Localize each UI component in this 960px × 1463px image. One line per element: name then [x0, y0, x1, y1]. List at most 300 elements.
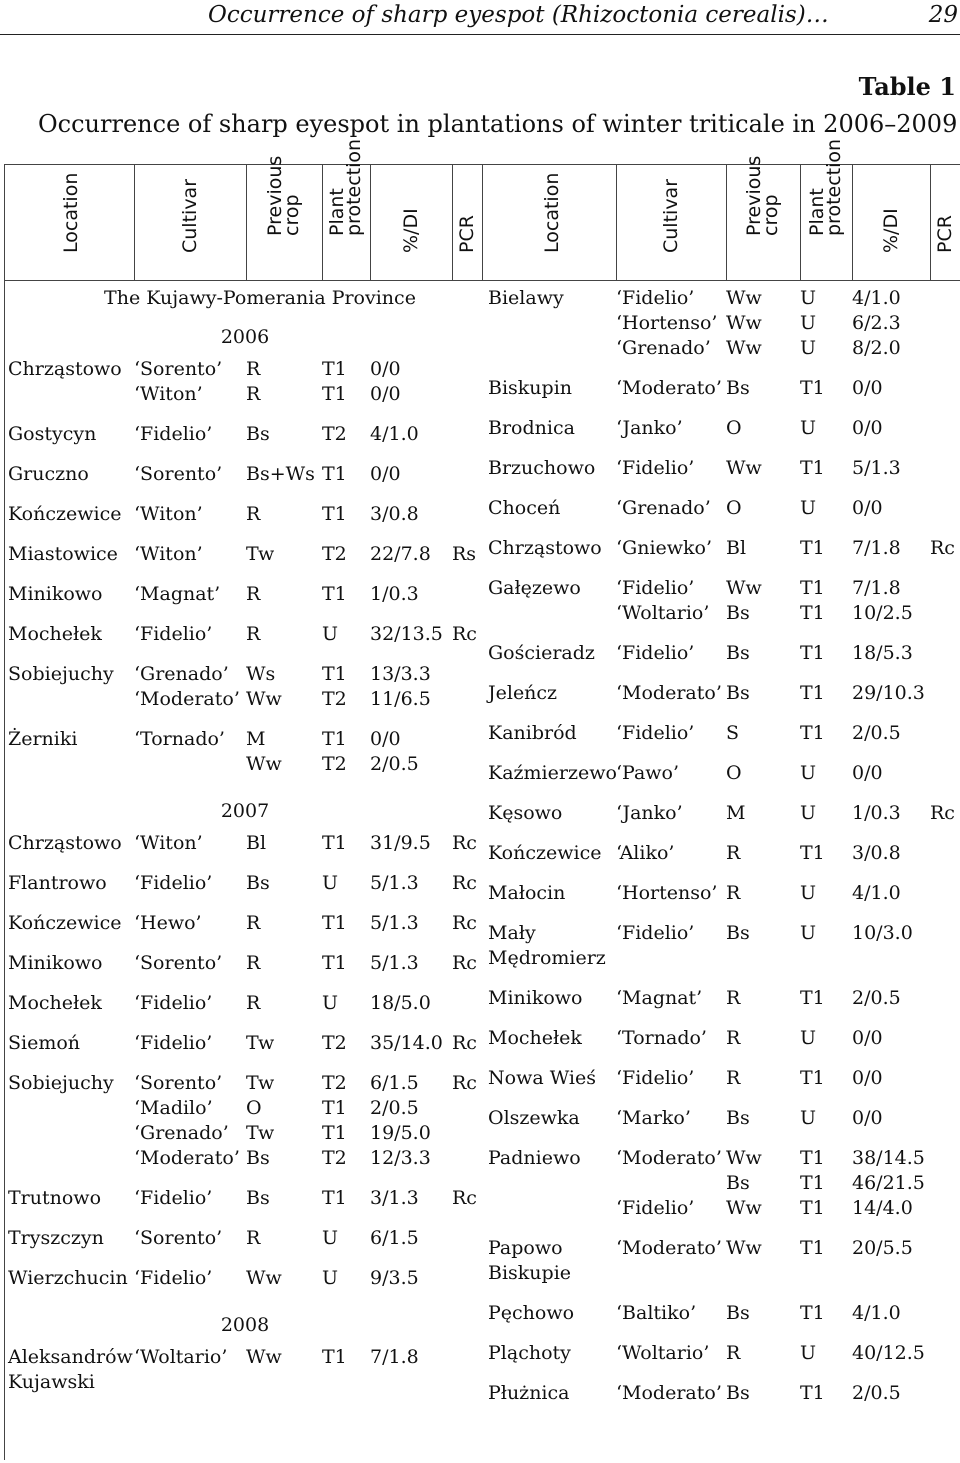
location-cell — [8, 357, 134, 382]
location-cell — [488, 986, 616, 1011]
cell-line: ‘Sorento’ — [134, 358, 223, 380]
cultivar-cell — [134, 462, 246, 487]
cell-line: Ww — [726, 457, 762, 479]
table-row — [488, 1026, 960, 1051]
cell-line: Bs — [726, 1382, 750, 1404]
cell-line: Papowo — [488, 1237, 563, 1259]
cell-line: T2 — [322, 543, 347, 565]
cell-line: Gałęzewo — [488, 577, 581, 599]
cell-line: U — [800, 882, 817, 904]
cell-line — [930, 881, 960, 906]
cell-line: Kaźmierzewo — [488, 762, 617, 784]
cell-line: ‘Sorento’ — [134, 1072, 223, 1094]
pcr-cell — [930, 641, 960, 666]
cell-line: R — [726, 1342, 741, 1364]
cell-line: Bs — [246, 423, 270, 445]
row-spacer — [488, 361, 960, 376]
cell-line: 6/1.5 — [370, 1227, 419, 1249]
cell-line: Bs — [726, 642, 750, 664]
cultivar-cell — [616, 286, 726, 361]
cell-line: 0/0 — [370, 358, 401, 380]
cell-line: 18/5.3 — [852, 642, 913, 664]
column-header-label: Previous crop — [743, 155, 782, 236]
previous-crop-cell — [246, 1345, 322, 1370]
row-spacer — [488, 826, 960, 841]
location-cell — [488, 1381, 616, 1406]
cell-line — [930, 1106, 960, 1131]
table-row — [488, 576, 960, 626]
cell-line: R — [726, 842, 741, 864]
column-header-label: Plant protection — [806, 138, 845, 236]
pcr-cell — [930, 721, 960, 746]
table-row — [488, 881, 960, 906]
cell-line: 20/5.5 — [852, 1237, 913, 1259]
header-column-rule — [616, 164, 617, 280]
location-cell — [8, 1186, 134, 1211]
cultivar-cell — [616, 496, 726, 521]
cell-line: Tw — [246, 1072, 275, 1094]
row-spacer — [488, 1221, 960, 1236]
cell-line: Ws — [246, 663, 276, 685]
cell-line: Bs — [246, 1147, 270, 1169]
cell-line — [452, 662, 482, 687]
cell-line: 7/1.8 — [852, 537, 901, 559]
left-header-plant-protection — [322, 138, 370, 276]
location-cell — [488, 681, 616, 706]
table-row — [488, 986, 960, 1011]
column-header-label: %/DI — [399, 208, 422, 253]
cell-line: T1 — [322, 463, 347, 485]
cell-line: R — [246, 623, 261, 645]
location-cell — [8, 1071, 134, 1096]
plant-protection-cell — [322, 1345, 370, 1370]
previous-crop-cell — [726, 761, 800, 786]
cell-line: Kanibród — [488, 722, 577, 744]
cell-line: ‘Aliko’ — [616, 842, 675, 864]
cell-line: R — [726, 987, 741, 1009]
cell-line: ‘Sorento’ — [134, 1227, 223, 1249]
cultivar-cell — [134, 357, 246, 407]
cell-line: ‘Fidelio’ — [616, 287, 695, 309]
cultivar-cell — [616, 576, 726, 626]
cell-line: T1 — [800, 642, 825, 664]
cell-line — [930, 1341, 960, 1366]
right-header-plant-protection — [800, 138, 852, 276]
row-spacer — [488, 441, 960, 456]
table-row — [488, 721, 960, 746]
location-cell — [488, 1066, 616, 1091]
table-row — [8, 622, 482, 647]
cell-line: ‘Magnat’ — [616, 987, 703, 1009]
pcr-cell — [452, 357, 482, 382]
cell-line: ‘Moderato’ — [616, 1147, 722, 1169]
cell-line: O — [246, 1097, 262, 1119]
location-cell — [8, 871, 134, 896]
cell-line: U — [322, 623, 339, 645]
cell-line — [452, 357, 482, 382]
cell-line: 0/0 — [852, 762, 883, 784]
year-section-heading: 2008 — [220, 1314, 270, 1336]
cell-line: U — [800, 497, 817, 519]
cell-line: ‘Hortenso’ — [616, 312, 718, 334]
cell-line: Ww — [726, 577, 762, 599]
cell-line: Pląchoty — [488, 1342, 571, 1364]
di-cell — [370, 462, 452, 487]
row-spacer — [8, 976, 482, 991]
cell-line: Ww — [246, 1267, 282, 1289]
di-cell — [370, 951, 452, 976]
location-cell — [8, 911, 134, 936]
pcr-cell — [930, 681, 960, 706]
column-header-label: Location — [540, 172, 563, 253]
cell-line: Wierzchucin — [8, 1267, 128, 1289]
plant-protection-cell — [800, 576, 852, 626]
cell-line: Mędromierz — [488, 947, 606, 969]
di-cell — [852, 1301, 930, 1326]
cell-line: 5/1.3 — [852, 457, 901, 479]
previous-crop-cell — [246, 542, 322, 567]
cell-line: Padniewo — [488, 1147, 581, 1169]
plant-protection-cell — [322, 582, 370, 607]
previous-crop-cell — [726, 1236, 800, 1261]
di-cell — [370, 502, 452, 527]
plant-protection-cell — [322, 951, 370, 976]
year-section-heading: 2006 — [220, 326, 270, 348]
pcr-cell — [930, 1341, 960, 1366]
previous-crop-cell — [726, 496, 800, 521]
location-cell — [8, 1345, 134, 1395]
location-cell — [488, 841, 616, 866]
cultivar-cell — [134, 991, 246, 1016]
di-cell — [370, 991, 452, 1016]
cell-line: Ww — [246, 753, 282, 775]
table-row — [8, 662, 482, 712]
table-title: Occurrence of sharp eyespot in plantations of winter triticale in 2006–2009 — [38, 110, 958, 138]
cell-line: ‘Witon’ — [134, 832, 203, 854]
di-cell — [852, 576, 930, 626]
location-cell — [488, 921, 616, 971]
plant-protection-cell — [800, 986, 852, 1011]
left-table-body — [8, 286, 482, 1410]
row-spacer — [488, 481, 960, 496]
pcr-cell — [452, 1031, 482, 1056]
location-cell — [488, 376, 616, 401]
cell-line — [452, 582, 482, 607]
cell-line: 0/0 — [370, 728, 401, 750]
cell-line: Minikowo — [8, 583, 103, 605]
cell-line — [930, 921, 960, 946]
pcr-cell — [930, 1236, 960, 1261]
plant-protection-cell — [800, 1066, 852, 1091]
cell-line: ‘Moderato’ — [616, 682, 722, 704]
cell-line — [616, 1171, 726, 1196]
row-spacer — [8, 607, 482, 622]
cell-line: Rc — [452, 872, 477, 894]
column-header-label: %/DI — [879, 208, 902, 253]
plant-protection-cell — [800, 1301, 852, 1326]
year-section-heading: 2007 — [220, 800, 270, 822]
cell-line: R — [246, 503, 261, 525]
row-spacer — [488, 561, 960, 576]
cell-line: 32/13.5 — [370, 623, 443, 645]
row-spacer — [8, 712, 482, 727]
cell-line: T1 — [800, 377, 825, 399]
previous-crop-cell — [726, 416, 800, 441]
cultivar-cell — [616, 841, 726, 866]
cell-line: U — [800, 1027, 817, 1049]
right-header-di — [852, 166, 930, 276]
cell-line: Biskupie — [488, 1262, 572, 1284]
row-spacer — [488, 1286, 960, 1301]
cell-line: 0/0 — [852, 1107, 883, 1129]
previous-crop-cell — [246, 462, 322, 487]
cell-line: 29/10.3 — [852, 682, 925, 704]
table-row — [488, 1066, 960, 1091]
location-cell — [8, 502, 134, 527]
cell-line: Rc — [930, 537, 955, 559]
table-row — [8, 991, 482, 1016]
pcr-cell — [452, 1071, 482, 1096]
cell-line: Miastowice — [8, 543, 118, 565]
plant-protection-cell — [800, 456, 852, 481]
plant-protection-cell — [322, 622, 370, 647]
cell-line: Minikowo — [8, 952, 103, 974]
cell-line: ‘Woltario’ — [134, 1346, 228, 1368]
cell-line: ‘Fidelio’ — [134, 872, 213, 894]
row-spacer — [8, 567, 482, 582]
table-row — [8, 727, 482, 777]
row-spacer — [488, 1326, 960, 1341]
column-header-label: PCR — [455, 215, 478, 253]
location-cell — [8, 662, 134, 687]
cell-line: ‘Fidelio’ — [616, 722, 695, 744]
cell-line — [452, 727, 482, 752]
cultivar-cell — [616, 801, 726, 826]
row-spacer — [8, 1016, 482, 1031]
plant-protection-cell — [800, 416, 852, 441]
cell-line: T1 — [322, 1122, 347, 1144]
di-cell — [370, 622, 452, 647]
cell-line: 11/6.5 — [370, 688, 431, 710]
plant-protection-cell — [322, 502, 370, 527]
cell-line: S — [726, 722, 740, 744]
previous-crop-cell — [726, 376, 800, 401]
cell-line: ‘Fidelio’ — [134, 992, 213, 1014]
di-cell — [370, 662, 452, 712]
row-spacer — [488, 866, 960, 881]
cell-line: 5/1.3 — [370, 912, 419, 934]
table-row — [8, 542, 482, 567]
cell-line: U — [800, 417, 817, 439]
cell-line: Rc — [452, 832, 477, 854]
previous-crop-cell — [246, 1031, 322, 1056]
di-cell — [852, 1066, 930, 1091]
cell-line: R — [246, 1227, 261, 1249]
cell-line: ‘Tornado’ — [616, 1027, 707, 1049]
di-cell — [852, 1341, 930, 1366]
cell-line: 4/1.0 — [852, 882, 901, 904]
cell-line: ‘Marko’ — [616, 1107, 691, 1129]
cell-line: Ww — [726, 1147, 762, 1169]
previous-crop-cell — [246, 422, 322, 447]
cell-line: R — [246, 912, 261, 934]
cell-line — [452, 422, 482, 447]
cell-line: ‘Fidelio’ — [134, 1032, 213, 1054]
cell-line: ‘Woltario’ — [616, 1342, 710, 1364]
pcr-cell — [452, 542, 482, 567]
cell-line: Pęchowo — [488, 1302, 575, 1324]
table-row — [488, 536, 960, 561]
plant-protection-cell — [800, 681, 852, 706]
cultivar-cell — [134, 1345, 246, 1370]
table-row — [8, 1266, 482, 1291]
cell-line: 5/1.3 — [370, 872, 419, 894]
cell-line: Bl — [246, 832, 267, 854]
cell-line: Flantrowo — [8, 872, 107, 894]
previous-crop-cell — [726, 681, 800, 706]
cell-line: M — [246, 728, 266, 750]
row-spacer — [8, 447, 482, 462]
location-cell — [488, 1026, 616, 1051]
plant-protection-cell — [800, 761, 852, 786]
cell-line: 4/1.0 — [852, 1302, 901, 1324]
di-cell — [852, 456, 930, 481]
previous-crop-cell — [246, 871, 322, 896]
cell-line — [930, 986, 960, 1011]
cell-line — [930, 1026, 960, 1051]
header-column-rule — [930, 164, 931, 280]
cultivar-cell — [616, 1381, 726, 1406]
previous-crop-cell — [726, 1301, 800, 1326]
cell-line: Mochełek — [488, 1027, 582, 1049]
cell-line: Bs — [726, 1172, 750, 1194]
cell-line: ‘Gniewko’ — [616, 537, 713, 559]
previous-crop-cell — [246, 622, 322, 647]
cell-line: R — [726, 882, 741, 904]
cultivar-cell — [616, 1066, 726, 1091]
cell-line: 0/0 — [852, 1027, 883, 1049]
cultivar-cell — [134, 911, 246, 936]
row-spacer — [488, 786, 960, 801]
cultivar-cell — [616, 921, 726, 946]
cell-line — [930, 641, 960, 666]
cell-line: U — [800, 922, 817, 944]
table-row — [8, 462, 482, 487]
table-row — [488, 286, 960, 361]
cell-line: T1 — [322, 832, 347, 854]
cell-line: U — [800, 312, 817, 334]
cell-line: U — [800, 337, 817, 359]
row-spacer — [488, 971, 960, 986]
cell-line: ‘Woltario’ — [616, 602, 710, 624]
cell-line: ‘Magnat’ — [134, 583, 221, 605]
table-row — [488, 416, 960, 441]
location-cell — [8, 422, 134, 447]
cell-line: ‘Pawo’ — [616, 762, 680, 784]
cell-line: 0/0 — [370, 463, 401, 485]
cultivar-cell — [616, 761, 726, 786]
di-cell — [370, 1345, 452, 1370]
cell-line: 4/1.0 — [370, 423, 419, 445]
di-cell — [852, 496, 930, 521]
cell-line: 3/0.8 — [370, 503, 419, 525]
cell-line: Bs — [726, 602, 750, 624]
location-cell — [488, 576, 616, 601]
cell-line: Bs+Ws — [246, 463, 315, 485]
cell-line — [930, 286, 960, 311]
cell-line: Kujawski — [8, 1371, 95, 1393]
previous-crop-cell — [246, 662, 322, 712]
cell-line: Ww — [246, 1346, 282, 1368]
cell-line: O — [726, 762, 742, 784]
cell-line: 0/0 — [852, 497, 883, 519]
location-cell — [488, 416, 616, 441]
di-cell — [370, 727, 452, 777]
row-spacer — [8, 527, 482, 542]
table-row — [488, 801, 960, 826]
di-cell — [370, 1071, 452, 1171]
cell-line: Bs — [726, 1302, 750, 1324]
location-cell — [488, 641, 616, 666]
header-column-rule — [134, 164, 135, 280]
plant-protection-cell — [800, 841, 852, 866]
previous-crop-cell — [246, 1071, 322, 1171]
cell-line: 4/1.0 — [852, 287, 901, 309]
cell-line: T1 — [322, 1097, 347, 1119]
cell-line: Kończewice — [488, 842, 602, 864]
pcr-cell — [930, 761, 960, 786]
province-heading: The Kujawy-Pomerania Province — [104, 287, 416, 309]
cell-line: Mały — [488, 922, 536, 944]
row-spacer — [488, 1131, 960, 1146]
cell-line: ‘Fidelio’ — [616, 1197, 695, 1219]
cell-line: ‘Hortenso’ — [616, 882, 718, 904]
cell-line: T1 — [800, 1147, 825, 1169]
di-cell — [370, 542, 452, 567]
cell-line: ‘Sorento’ — [134, 952, 223, 974]
cell-line: ‘Baltiko’ — [616, 1302, 697, 1324]
cell-line: 46/21.5 — [852, 1172, 925, 1194]
cultivar-cell — [134, 831, 246, 856]
cell-line — [452, 991, 482, 1016]
di-cell — [852, 1146, 930, 1221]
row-spacer — [488, 401, 960, 416]
pcr-cell — [452, 1266, 482, 1291]
plant-protection-cell — [800, 1026, 852, 1051]
cell-line: Gościeradz — [488, 642, 595, 664]
cell-line: 38/14.5 — [852, 1147, 925, 1169]
cell-line: U — [800, 762, 817, 784]
pcr-cell — [452, 662, 482, 687]
pcr-cell — [930, 1301, 960, 1326]
cell-line: T2 — [322, 423, 347, 445]
left-header-previous-crop — [246, 155, 322, 276]
cultivar-cell — [616, 1106, 726, 1131]
row-spacer — [488, 906, 960, 921]
cell-line: ‘Sorento’ — [134, 463, 223, 485]
cell-line: T1 — [322, 383, 347, 405]
row-spacer — [8, 936, 482, 951]
cell-line: R — [246, 992, 261, 1014]
cultivar-cell — [134, 582, 246, 607]
cell-line: 19/5.0 — [370, 1122, 431, 1144]
plant-protection-cell — [800, 376, 852, 401]
pcr-cell — [452, 871, 482, 896]
cell-line: Płużnica — [488, 1382, 570, 1404]
right-header-location — [488, 166, 616, 276]
cell-line: U — [800, 287, 817, 309]
location-cell — [488, 721, 616, 746]
